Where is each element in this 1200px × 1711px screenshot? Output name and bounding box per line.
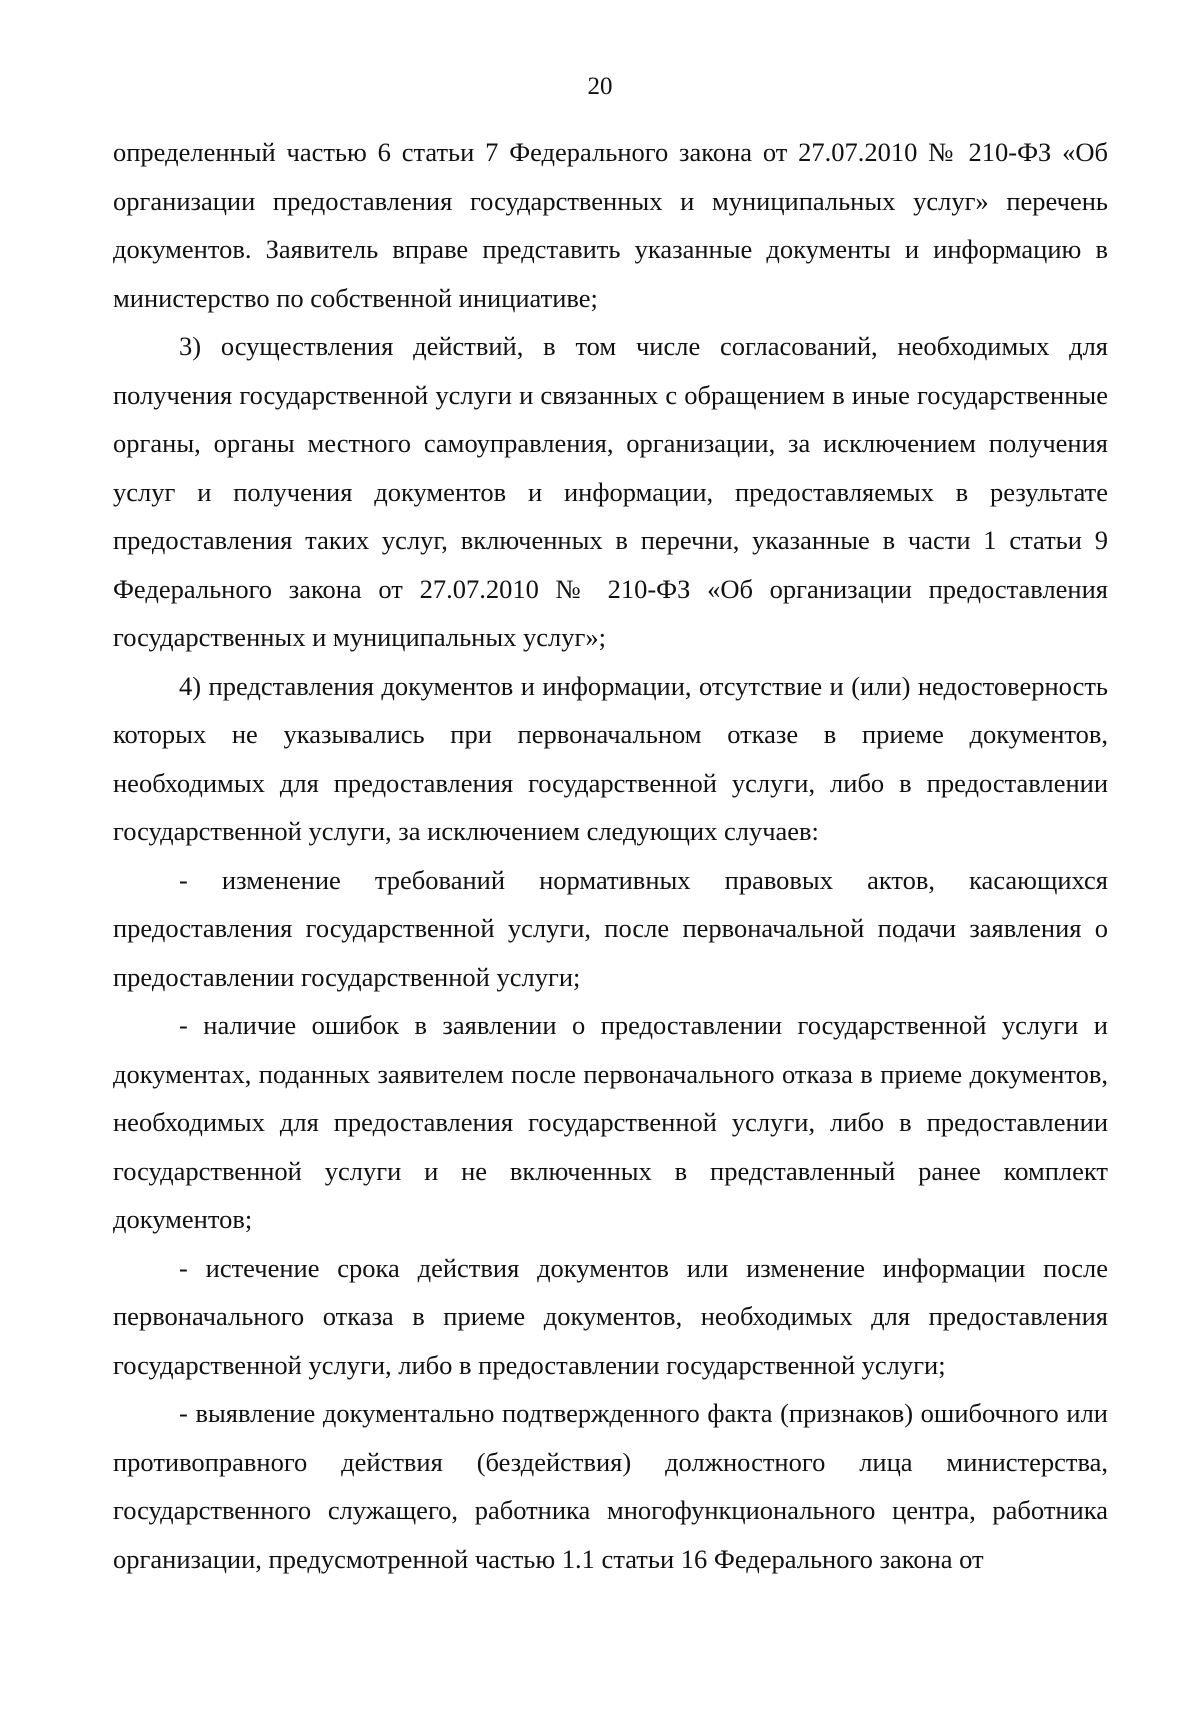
paragraph-item-4: 4) представления документов и информации, отсутствие и (или) недостоверность которых не указывались при первоначальном отказе в приеме документов, необходимых для предоставления государственной услуги, либо в предоставлении государственной услуги, за исключением следующих случаев: bbox=[113, 670, 1108, 846]
paragraph-bullet-official-misconduct: - выявление документально подтвержденного факта (признаков) ошибочного или противоправного действия (бездействия) должностного лица министерства, государственного служащего, работника многофункционального центра, работника организации, предусмотренной частью 1.1 статьи 16 Федерального закона от bbox=[113, 1398, 1108, 1574]
page-number: 20 bbox=[587, 73, 613, 100]
paragraph-bullet-requirements-change: - изменение требований нормативных правовых актов, касающихся предоставления государственной услуги, после первоначальной подачи заявления о предоставлении государственной услуги; bbox=[113, 864, 1108, 992]
paragraph-continuation: определенный частью 6 статьи 7 Федерального закона от 27.07.2010 № 210-ФЗ «Об организации предоставления государственных и муниципальных услуг» перечень документов. Заявитель вправе представить указанные документы и информацию в министерство по собственной инициативе; bbox=[113, 137, 1108, 313]
document-body bbox=[113, 128, 1108, 1583]
paragraph-bullet-document-expiry: - истечение срока действия документов или изменение информации после первоначального отказа в приеме документов, необходимых для предоставления государственной услуги, либо в предоставлении государственной услуги; bbox=[113, 1252, 1108, 1380]
paragraph-bullet-application-errors: - наличие ошибок в заявлении о предоставлении государственной услуги и документах, поданных заявителем после первоначального отказа в приеме документов, необходимых для предоставления государственной услуги, либо в предоставлении государственной услуги и не включенных в представленный ранее комплект документов; bbox=[113, 1010, 1108, 1234]
paragraph-item-3: 3) осуществления действий, в том числе согласований, необходимых для получения государственной услуги и связанных с обращением в иные государственные органы, органы местного самоуправления, организации, за исключением получения услуг и получения документов и информации, предоставляемых в результате предоставления таких услуг, включенных в перечни, указанные в части 1 статьи 9 Федерального закона от 27.07.2010 № 210-ФЗ «Об организации предоставления государственных и муниципальных услуг»; bbox=[113, 331, 1108, 652]
